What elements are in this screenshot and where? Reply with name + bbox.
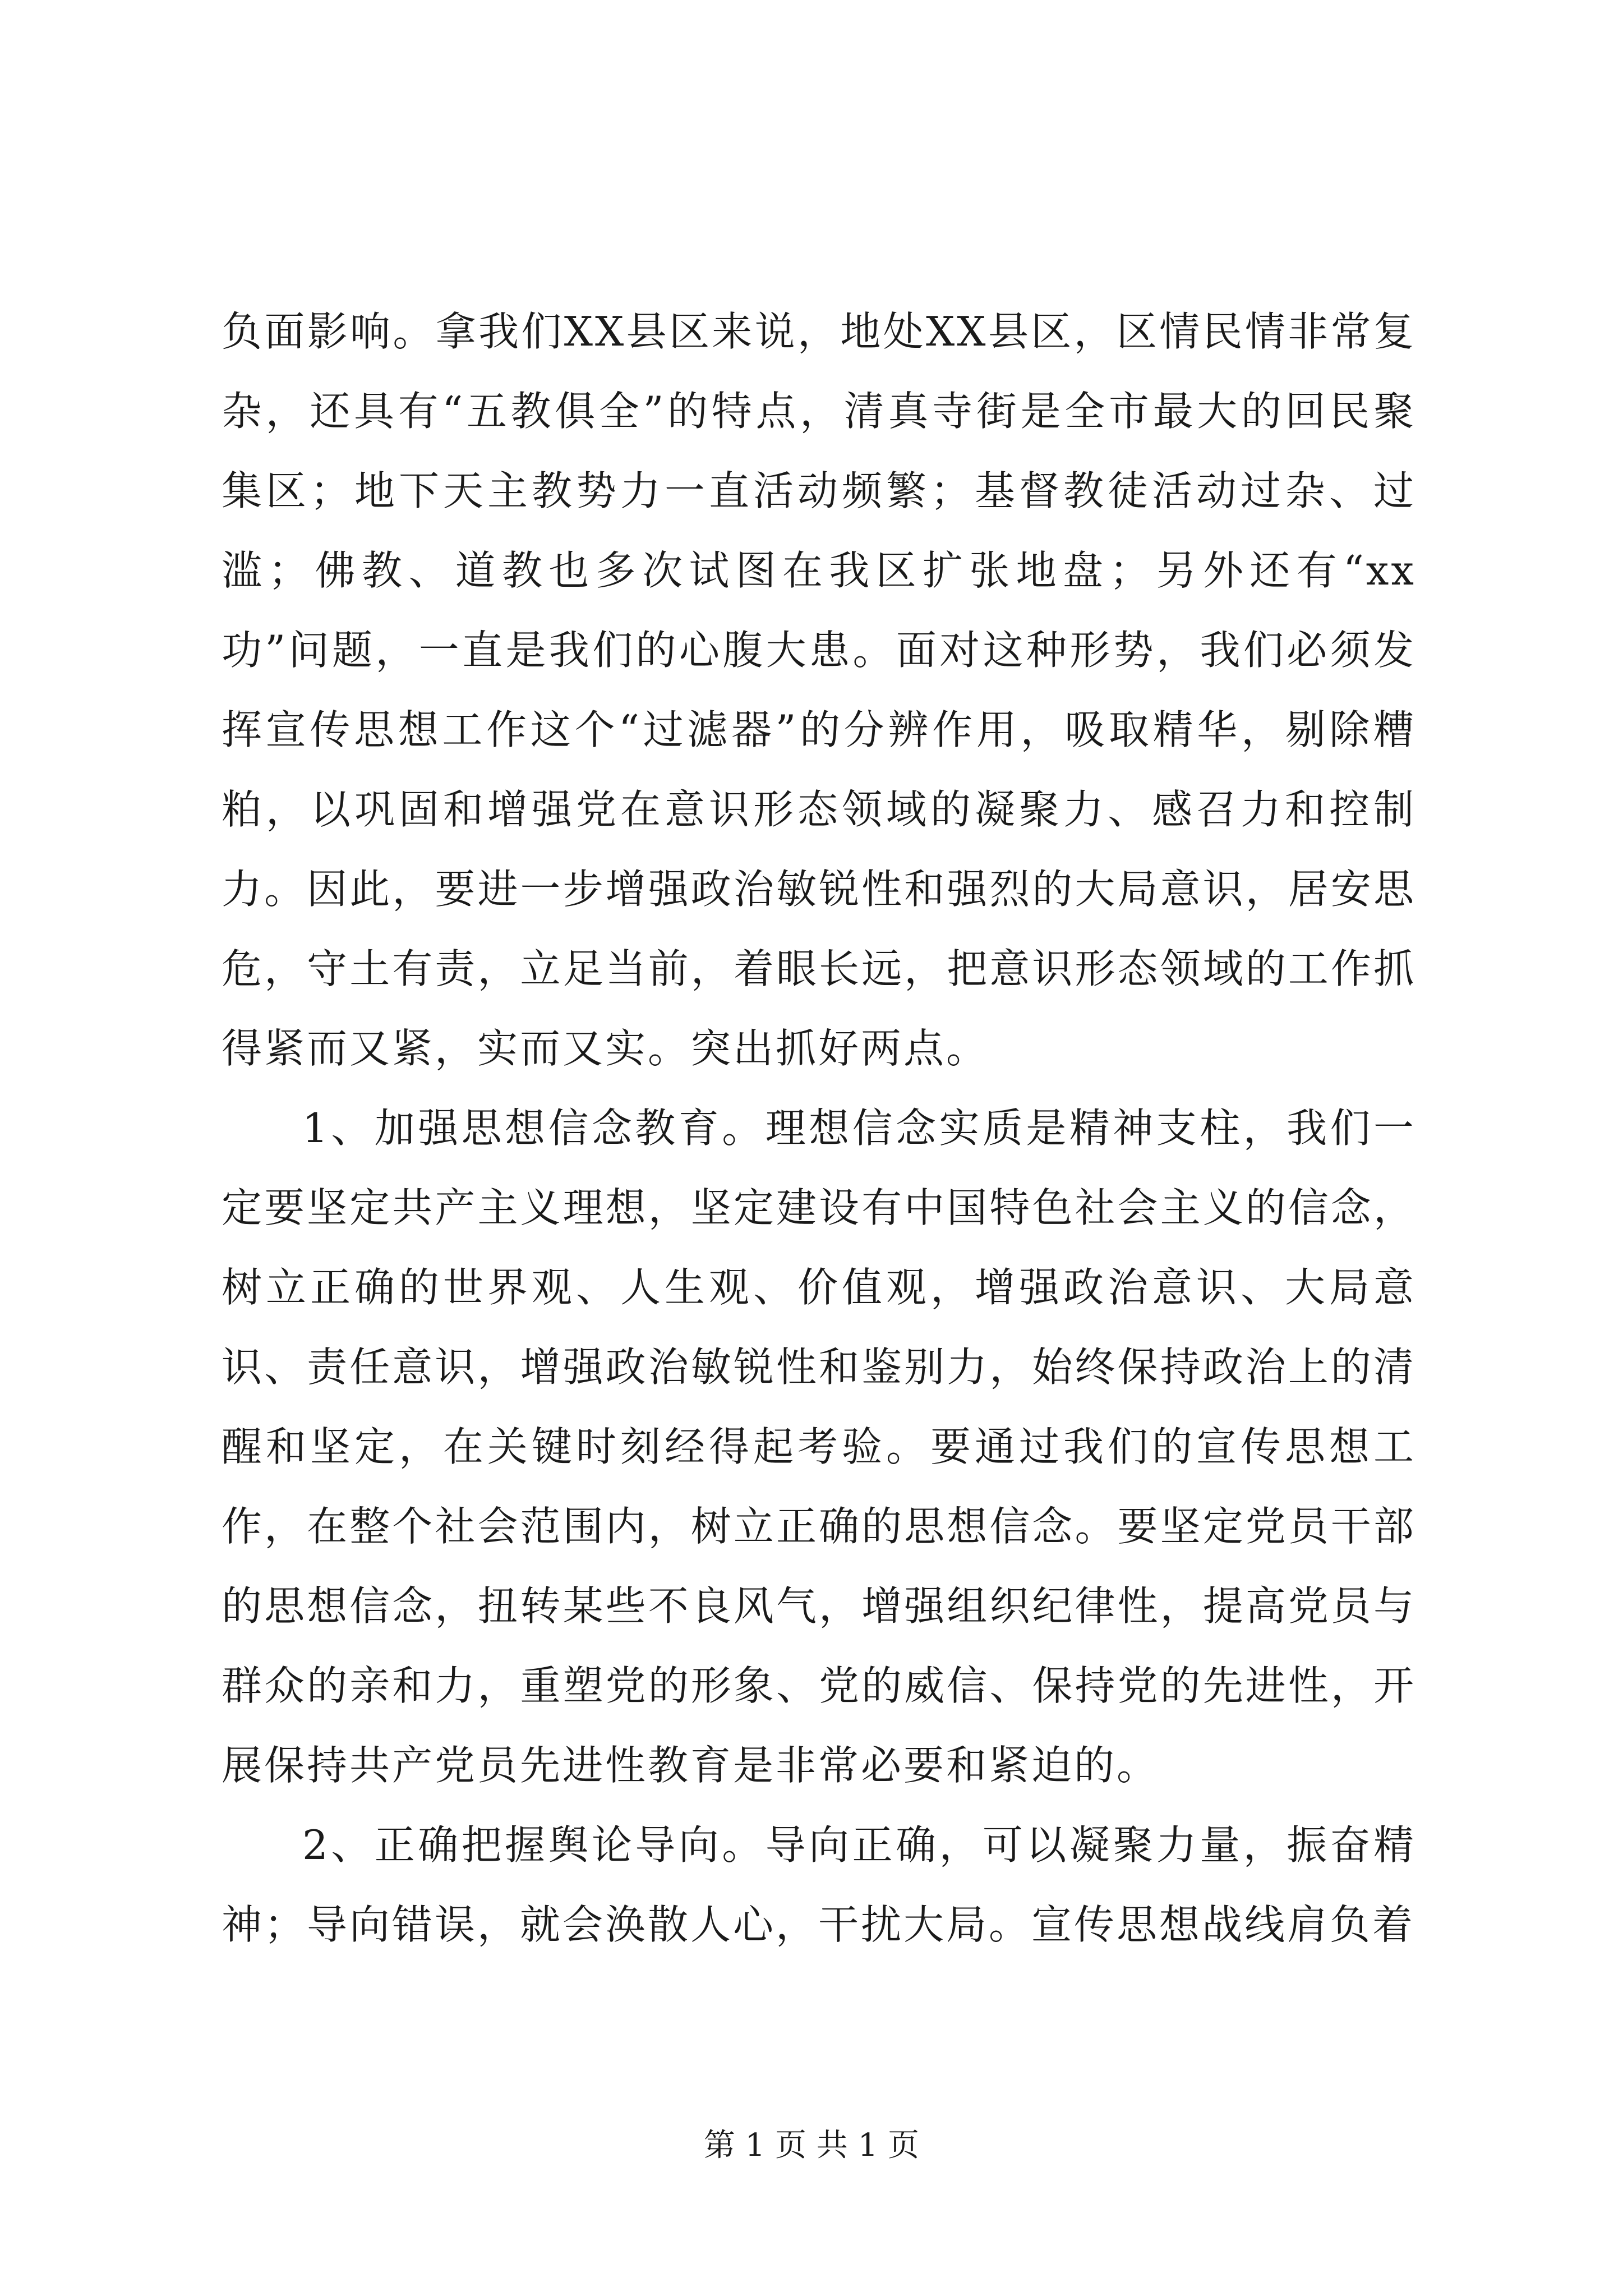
document-body [222, 292, 1416, 1964]
paragraph-item-1: 1、加强思想信念教育。理想信念实质是精神支柱，我们一定要坚定共产主义理想，坚定建设有中国特色社会主义的信念，树立正确的世界观、人生观、价值观，增强政治意识、大局意识、责任意识，增强政治敏锐性和鉴别力，始终保持政治上的清醒和坚定，在关键时刻经得起考验。要通过我们的宣传思想工作，在整个社会范围内，树立正确的思想信念。要坚定党员干部的思想信念，扭转某些不良风气，增强组织纪律性，提高党员与群众的亲和力，重塑党的形象、党的威信、保持党的先进性，开展保持共产党员先进性教育是非常必要和紧迫的。 [222, 1105, 1416, 1789]
paragraph-intro: 负面影响。拿我们XX县区来说，地处XX县区，区情民情非常复杂，还具有“五教俱全”的特点，清真寺街是全市最大的回民聚集区；地下天主教势力一直活动频繁；基督教徒活动过杂、过滥；佛教、道教也多次试图在我区扩张地盘；另外还有“xx功”问题，一直是我们的心腹大患。面对这种形势，我们必须发挥宣传思想工作这个“过滤器”的分辨作用，吸取精华，剔除糟粕，以巩固和增强党在意识形态领域的凝聚力、感召力和控制力。因此，要进一步增强政治敏锐性和强烈的大局意识，居安思危，守土有责，立足当前，着眼长远，把意识形态领域的工作抓得紧而又紧，实而又实。突出抓好两点。 [222, 308, 1416, 1072]
paragraph-item-2: 2、正确把握舆论导向。导向正确，可以凝聚力量，振奋精神；导向错误，就会涣散人心，干扰大局。宣传思想战线肩负着 [222, 1821, 1416, 1948]
page-footer: 第 1 页 共 1 页 [703, 2127, 920, 2164]
